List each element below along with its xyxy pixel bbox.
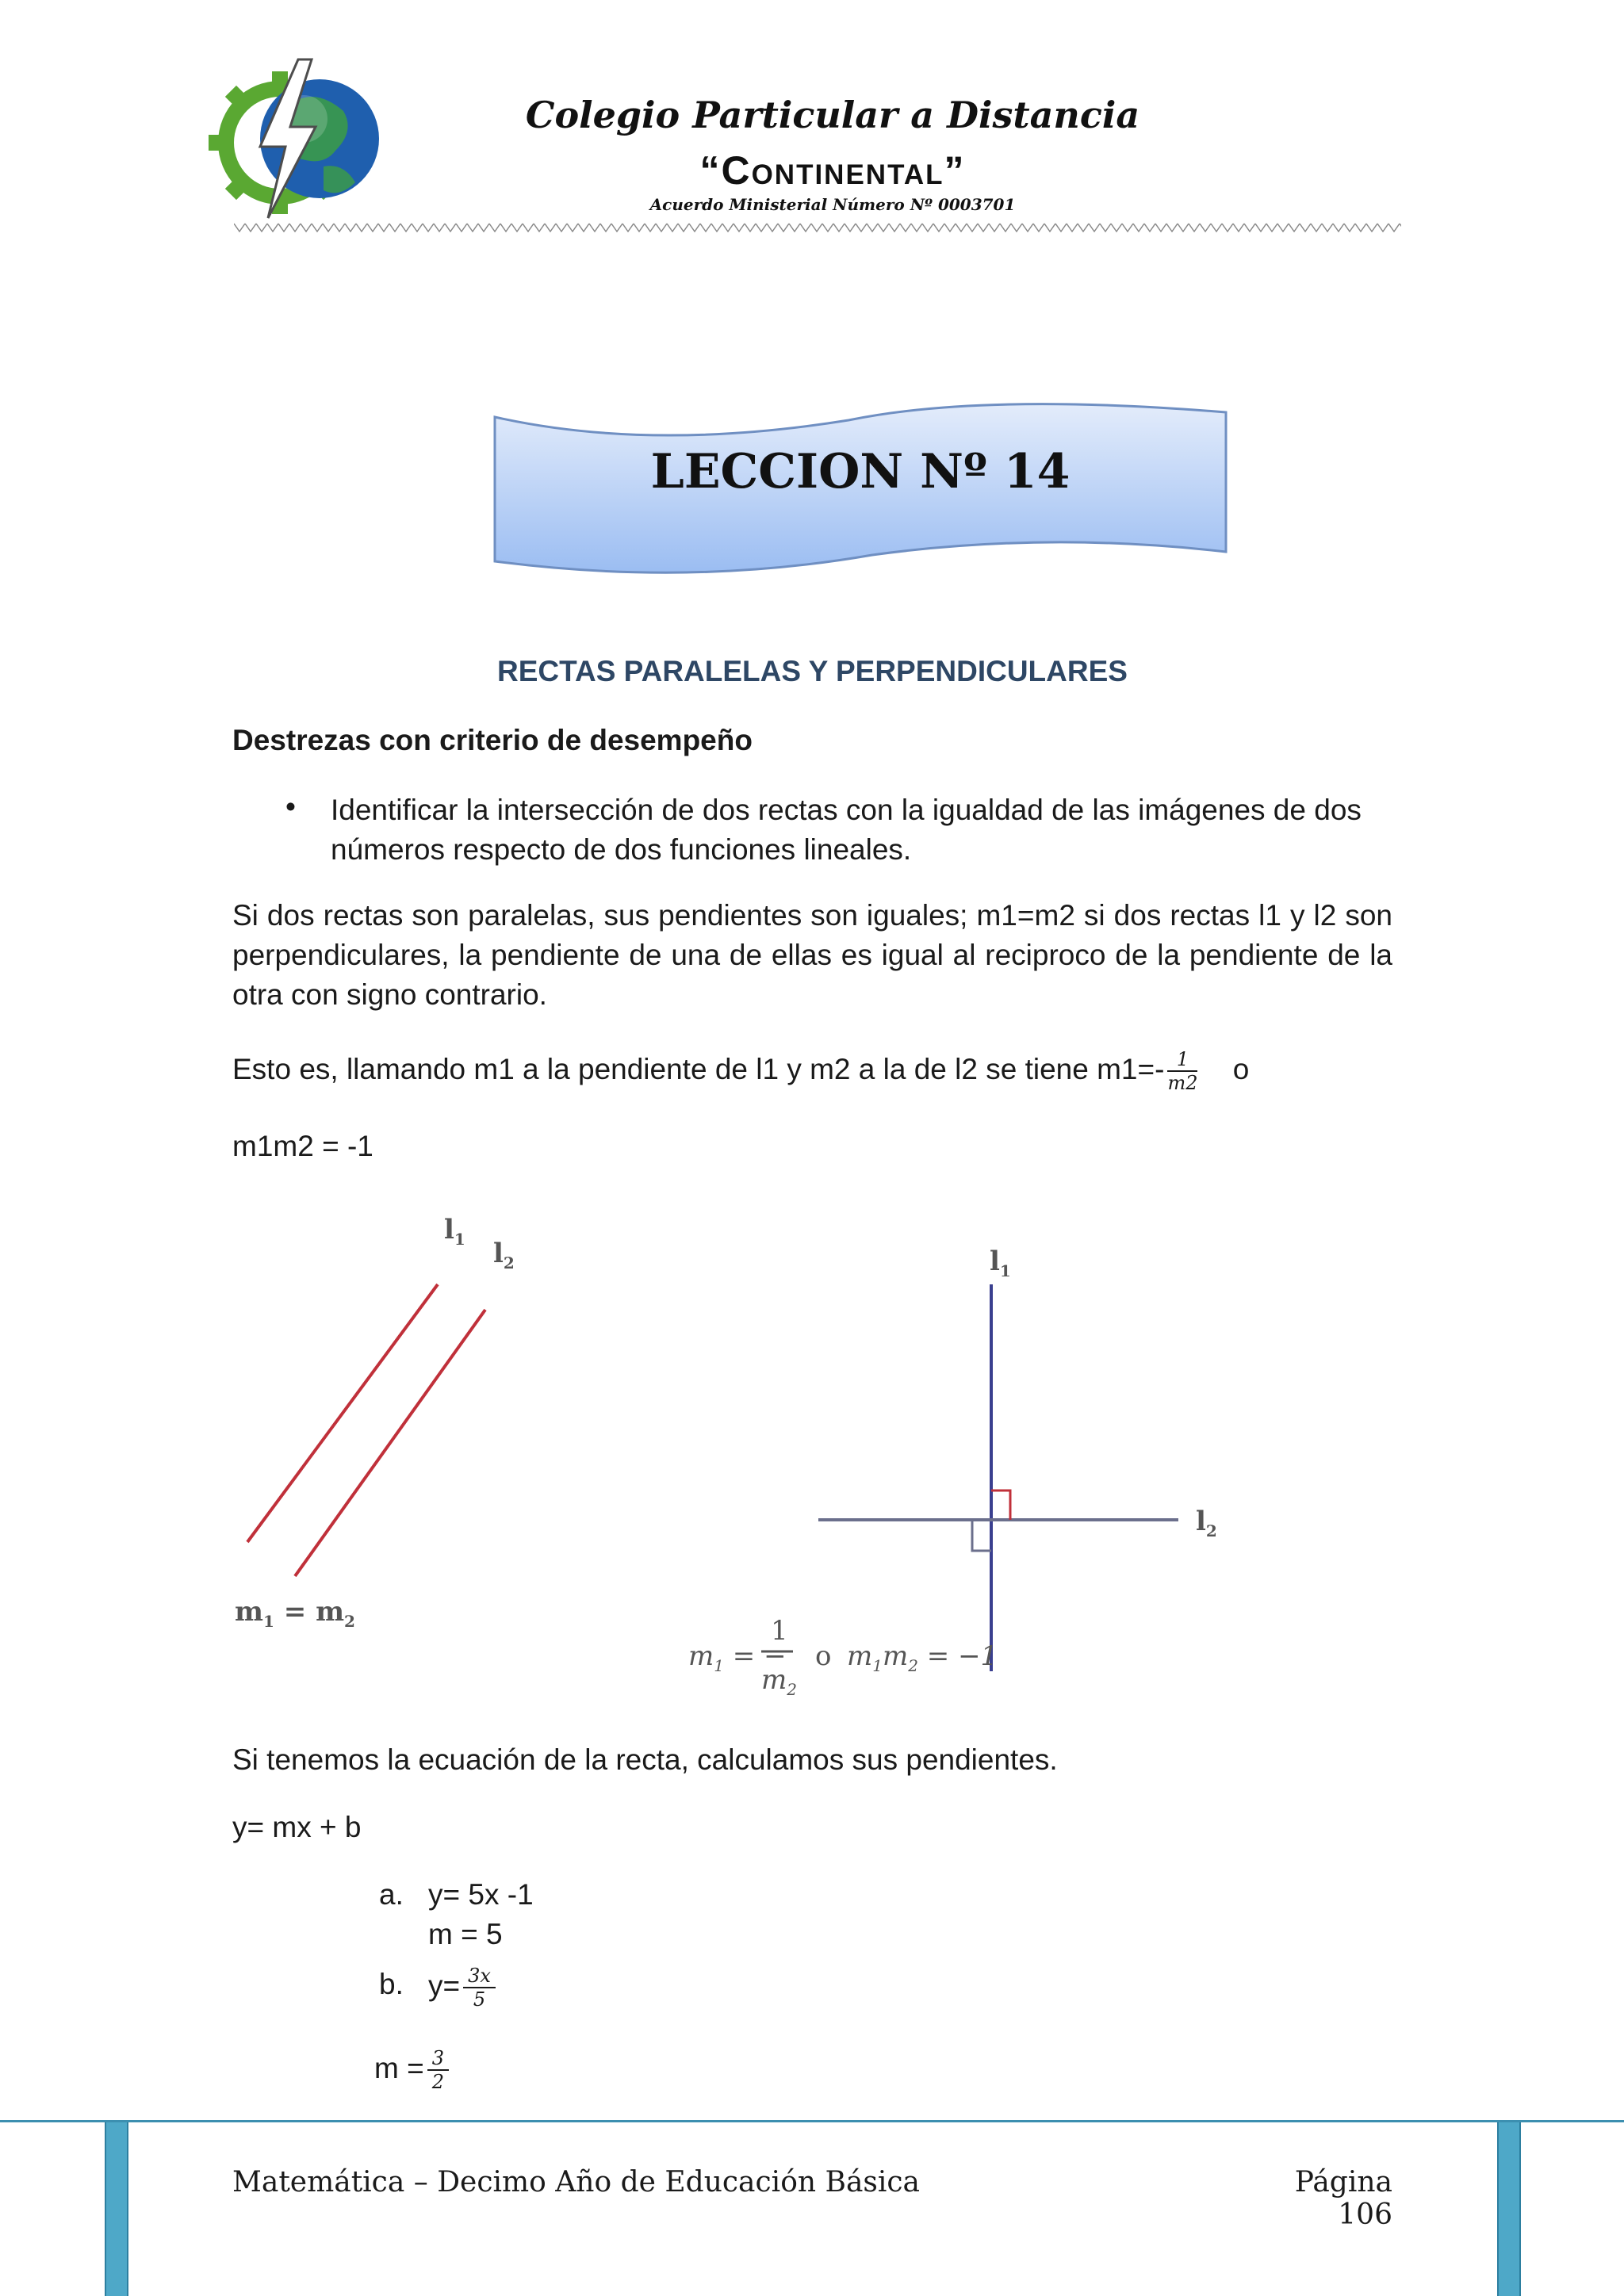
label-l2: $l_2$ bbox=[1196, 1506, 1217, 1540]
footer-divider bbox=[0, 2120, 1624, 2122]
example-b-slope bbox=[374, 2047, 452, 2093]
svg-text:m2: $m_2$ bbox=[761, 1664, 797, 1699]
slope-intercept-formula: y= mx + b bbox=[232, 1811, 362, 1843]
example-a-slope: m = 5 bbox=[428, 1918, 503, 1950]
paragraph-text: o bbox=[1232, 1052, 1250, 1085]
school-quote: “Continental” bbox=[699, 148, 966, 193]
example-b-equation bbox=[428, 1965, 499, 2011]
svg-text:o: o bbox=[815, 1640, 832, 1672]
skills-heading: Destrezas con criterio de desempeño bbox=[232, 724, 753, 756]
example-a-equation: y= 5x -1 bbox=[428, 1878, 534, 1911]
footer-course: Matemática – Decimo Año de Educación Básica bbox=[232, 2166, 921, 2198]
fraction-denominator: 2 bbox=[431, 2071, 444, 2093]
paragraph-text: Esto es, llamando m1 a la pendiente de l1 y m2 a la de l2 se tiene m1=- bbox=[232, 1052, 1165, 1085]
right-angle-mark bbox=[972, 1520, 991, 1551]
paragraph-equation-intro: Si tenemos la ecuación de la recta, calculamos sus pendientes. bbox=[232, 1743, 1058, 1776]
paragraph-slopes: Si dos rectas son paralelas, sus pendientes son iguales; m1=m2 si dos rectas l1 y l2 son perpendiculares, la pendiente de una de ellas es igual al reciproco de la pendiente de la otra con signo contrario. bbox=[232, 899, 1392, 1011]
fraction-denominator: m2 bbox=[1167, 1072, 1198, 1094]
school-name: Colegio Particular a Distancia bbox=[525, 94, 1140, 136]
fraction-numerator: 1 bbox=[1167, 1048, 1197, 1072]
fraction bbox=[427, 2047, 449, 2093]
example-b-marker: b. bbox=[379, 1968, 404, 2000]
header-divider bbox=[234, 222, 1401, 233]
bullet-marker: • bbox=[285, 790, 296, 823]
line-l1 bbox=[247, 1284, 438, 1542]
label-l1: $l_1$ bbox=[444, 1214, 465, 1249]
svg-text:m1m2 = −1: $m_1m_2 = -1$ bbox=[847, 1640, 998, 1675]
section-title: RECTAS PARALELAS Y PERPENDICULARES bbox=[497, 655, 1128, 687]
label-l1: $l_1$ bbox=[990, 1246, 1011, 1280]
ministerial-agreement: Acuerdo Ministerial Número Nº 0003701 bbox=[649, 195, 1016, 214]
fraction bbox=[463, 1965, 496, 2011]
svg-text:1: 1 bbox=[771, 1615, 788, 1647]
equation-prefix: y= bbox=[428, 1969, 461, 2002]
right-angle-mark bbox=[991, 1490, 1010, 1520]
fraction-numerator: 3x bbox=[463, 1965, 496, 1988]
fraction bbox=[1167, 1048, 1197, 1094]
fraction-numerator: 3 bbox=[427, 2047, 449, 2071]
caption-perpendicular bbox=[688, 1615, 998, 1699]
example-a-marker: a. bbox=[379, 1878, 404, 1911]
school-logo bbox=[205, 55, 395, 222]
footer-decor-bar bbox=[1497, 2122, 1521, 2296]
label-l2: $l_2$ bbox=[493, 1238, 515, 1272]
lesson-title: LECCION Nº 14 bbox=[650, 444, 1071, 499]
perpendicular-lines-diagram bbox=[682, 1237, 1237, 1712]
fraction-denominator: 5 bbox=[473, 1988, 486, 2011]
paragraph-reciprocal bbox=[232, 1048, 1392, 1094]
svg-text:m1 = −: $m_1$ = − bbox=[688, 1640, 787, 1675]
slope-prefix: m = bbox=[374, 2051, 424, 2084]
equation-product: m1m2 = -1 bbox=[232, 1130, 373, 1162]
footer-decor-bar bbox=[105, 2122, 128, 2296]
parallel-lines-diagram bbox=[232, 1205, 517, 1633]
page-number: Página 106 bbox=[1294, 2166, 1392, 2231]
skill-item: Identificar la intersección de dos rectas con la igualdad de las imágenes de dos números respecto de dos funciones lineales. bbox=[331, 794, 1362, 866]
caption-equal-slopes: $m_1 = m_2$ bbox=[235, 1596, 355, 1631]
